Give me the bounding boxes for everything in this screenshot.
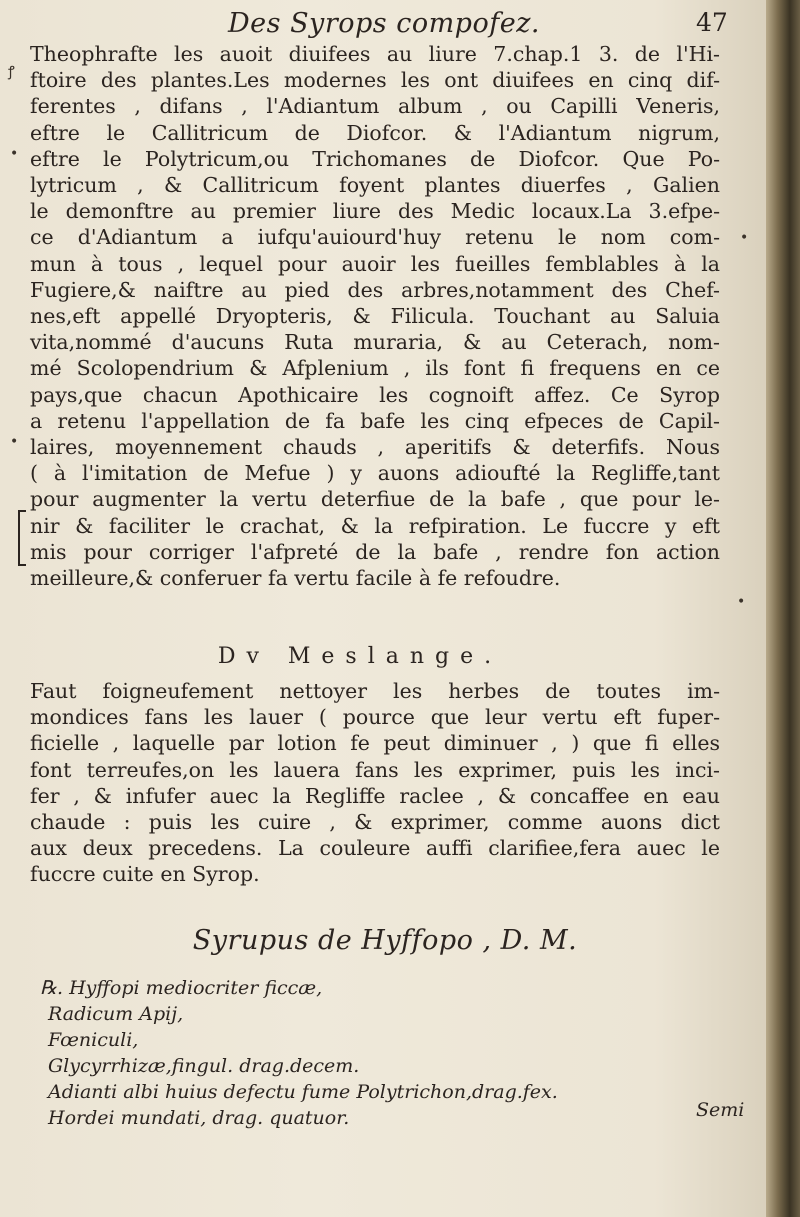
text-line: chaude : puis les cuire , & exprimer, comme auons dict bbox=[30, 810, 720, 835]
recipe-line: ℞. Hyffopi mediocriter ficcæ, bbox=[40, 977, 323, 999]
text-line: pour augmenter la vertu deterfiue de la bafe , que pour le- bbox=[30, 487, 720, 512]
page-header bbox=[0, 6, 770, 42]
text-line: mé Scolopendrium & Afplenium , ils font fi frequens en ce bbox=[30, 356, 720, 381]
text-line: a retenu l'appellation de fa bafe les cinq efpeces de Capil- bbox=[30, 408, 720, 433]
paragraph-capillaires bbox=[30, 41, 720, 591]
book-spine-edge bbox=[766, 0, 800, 1217]
text-line: nes,eft appellé Dryopteris, & Filicula. Touchant au Saluia bbox=[30, 304, 720, 329]
recipe-line: Fœniculi, bbox=[48, 1029, 139, 1051]
margin-bracket bbox=[18, 510, 26, 566]
recipe-title: Syrupus de Hyffopo , D. M. bbox=[192, 925, 578, 956]
text-line: aux deux precedens. La couleure auffi clarifiee,fera auec le bbox=[30, 836, 720, 861]
text-line: Fugiere,& naiftre au pied des arbres,notamment des Chef- bbox=[30, 277, 720, 302]
text-line: ferentes , difans , l'Adiantum album , ou Capilli Veneris, bbox=[30, 94, 720, 119]
text-line: nir & faciliter le crachat, & la refpiration. Le fuccre y eft bbox=[30, 513, 720, 538]
section-heading: Dv Meslange. bbox=[217, 644, 503, 669]
page-number: 47 bbox=[696, 8, 728, 37]
text-line: ficielle , laquelle par lotion fe peut diminuer , ) que fi elles bbox=[30, 731, 720, 756]
text-line: fuccre cuite en Syrop. bbox=[30, 862, 260, 887]
text-line: laires, moyennement chauds , aperitifs & deterfifs. Nous bbox=[30, 435, 720, 460]
margin-dot-mark: • bbox=[740, 230, 749, 246]
text-line: eftre le Callitricum de Diofcor. & l'Adiantum nigrum, bbox=[30, 120, 720, 145]
margin-annotation-mark: ꝭ bbox=[8, 64, 15, 80]
text-line: ce d'Adiantum a iufqu'auiourd'huy retenu le nom com- bbox=[30, 225, 720, 250]
text-line: eftre le Polytricum,ou Trichomanes de Diofcor. Que Po- bbox=[30, 146, 720, 171]
recipe-list bbox=[40, 975, 720, 1131]
text-line: Faut foigneufement nettoyer les herbes de toutes im- bbox=[30, 679, 720, 703]
text-line: le demonftre au premier liure des Medic locaux.La 3.efpe- bbox=[30, 199, 720, 224]
text-line: fer , & infufer auec la Regliffe raclee , & concaffee en eau bbox=[30, 783, 720, 808]
catchword: Semi bbox=[696, 1099, 745, 1121]
text-line: mondices fans les lauer ( pource que leur vertu eft fuper- bbox=[30, 705, 720, 730]
recipe-line: Glycyrrhizæ,fingul. drag.decem. bbox=[48, 1055, 360, 1077]
running-title: Des Syrops compofez. bbox=[228, 8, 540, 39]
margin-dot-mark: • bbox=[10, 146, 19, 162]
text-line: font terreufes,on les lauera fans les exprimer, puis les inci- bbox=[30, 757, 720, 782]
margin-dot-mark: • bbox=[10, 434, 19, 450]
text-line: meilleure,& conferuer fa vertu facile à fe refoudre. bbox=[30, 566, 561, 591]
text-line: mis pour corriger l'afpreté de la bafe , rendre fon action bbox=[30, 539, 720, 564]
text-line: mun à tous , lequel pour auoir les fueilles femblables à la bbox=[30, 251, 720, 276]
margin-dot-mark: • bbox=[737, 594, 746, 610]
text-line: vita,nommé d'aucuns Ruta muraria, & au Ceterach, nom- bbox=[30, 330, 720, 355]
text-line: ( à l'imitation de Mefue ) y auons adioufté la Regliffe,tant bbox=[30, 461, 720, 486]
text-line: ftoire des plantes.Les modernes les ont diuifees en cinq dif- bbox=[30, 68, 720, 93]
text-line: pays,que chacun Apothicaire les cognoift affez. Ce Syrop bbox=[30, 382, 720, 407]
recipe-line: Radicum Apij, bbox=[48, 1003, 184, 1025]
text-line: lytricum , & Callitricum foyent plantes diuerfes , Galien bbox=[30, 173, 720, 198]
paragraph-meslange bbox=[30, 678, 720, 888]
recipe-line: Hordei mundati, drag. quatuor. bbox=[48, 1107, 350, 1129]
recipe-line: Adianti albi huius defectu fume Polytrichon,drag.fex. bbox=[48, 1081, 558, 1103]
text-line: Theophrafte les auoit diuifees au liure 7.chap.1 3. de l'Hi- bbox=[30, 42, 720, 66]
